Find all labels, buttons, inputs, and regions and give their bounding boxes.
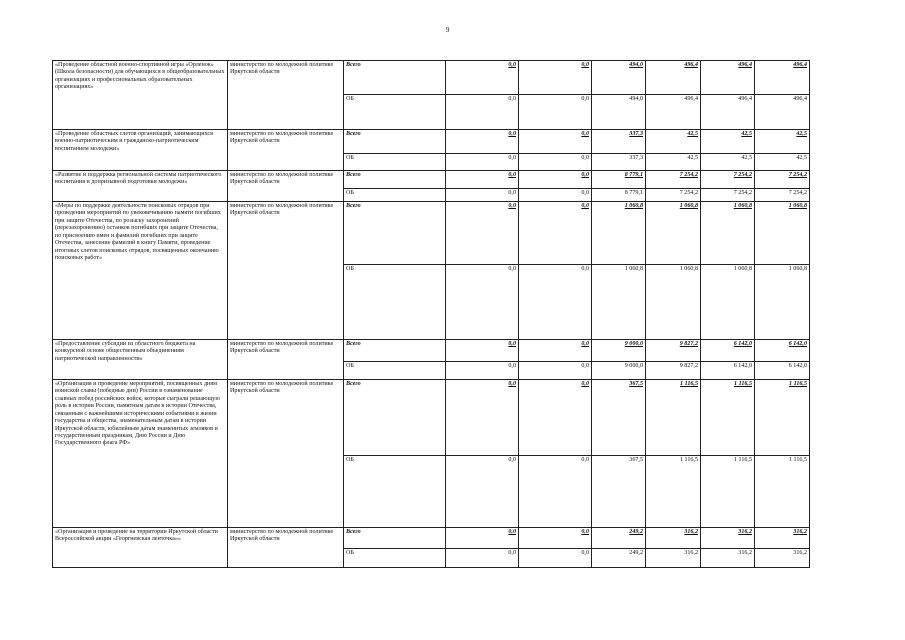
funding-source-ob-label: ОБ [344,549,446,568]
amount-total-value: 1 116,5 [680,381,698,387]
amount-total-value: 0,0 [581,172,589,178]
amount-total-value: 7 254,2 [733,172,752,178]
amount-total-value: 0,0 [581,62,589,68]
amount-ob-value: 496,4 [646,95,701,130]
funding-source-total-label: Всего [344,130,446,154]
responsible-ministry: министерство по молодежной политике Иркутской области [228,340,344,380]
amount-total-value: 0,0 [581,203,589,209]
amount-total-value: 337,3 [629,131,643,137]
amount-total-value: 494,0 [629,62,643,68]
amount-ob-value: 7 254,2 [646,189,701,202]
responsible-ministry: министерство по молодежной политике Иркутской области [228,380,344,528]
funding-source-ob-label: ОБ [344,189,446,202]
amount-total-cell [592,380,646,456]
amount-ob-value: 42,5 [646,154,701,171]
amount-total-value: 0,0 [581,341,589,347]
amount-total-cell [592,130,646,154]
amount-ob-value: 1 116,5 [755,456,810,528]
amount-total-value: 0,0 [581,381,589,387]
measure-row-total [53,130,810,154]
amount-total-value: 0,0 [508,62,516,68]
amount-total-value: 1 116,5 [734,381,752,387]
amount-total-cell [446,130,519,154]
amount-total-cell [755,61,810,95]
funding-source-ob-label: ОБ [344,265,446,340]
amount-ob-value: 0,0 [519,189,592,202]
amount-ob-value: 1 116,5 [701,456,755,528]
amount-ob-value: 316,2 [701,549,755,568]
amount-total-cell [701,380,755,456]
amount-total-cell [519,340,592,362]
amount-ob-value: 316,2 [646,549,701,568]
amount-total-value: 9 827,2 [679,341,698,347]
amount-total-cell [519,171,592,189]
funding-source-ob-label: ОБ [344,154,446,171]
amount-ob-value: 0,0 [519,362,592,380]
amount-total-value: 0,0 [508,529,516,535]
amount-total-cell [646,61,701,95]
measure-row-total [53,340,810,362]
amount-total-cell [646,130,701,154]
amount-total-value: 6 142,0 [788,341,807,347]
amount-total-cell [519,528,592,549]
measure-name: «Развитие и поддержка региональной системы патриотического воспитания и допризывной подготовки молодежи» [53,171,228,202]
amount-ob-value: 7 254,2 [755,189,810,202]
amount-ob-value: 496,4 [701,95,755,130]
amount-total-cell [755,171,810,189]
amount-ob-value: 316,2 [755,549,810,568]
amount-ob-value: 0,0 [446,265,519,340]
funding-source-ob-label: ОБ [344,456,446,528]
amount-total-cell [646,171,701,189]
amount-total-cell [646,202,701,265]
amount-total-value: 8 779,1 [624,172,643,178]
amount-total-cell [446,380,519,456]
measure-name: «Проведение областной военно-спортивной игры «Орленок» (Школа безопасности) для обучающихся в общеобразовательных организациях и профессиональных образовательных организациях» [53,61,228,130]
amount-ob-value: 1 060,8 [755,265,810,340]
amount-ob-value: 0,0 [446,456,519,528]
measure-row-total [53,528,810,549]
amount-total-value: 1 060,8 [624,203,643,209]
amount-total-cell [446,340,519,362]
amount-total-cell [755,528,810,549]
amount-total-cell [755,202,810,265]
page-number: 9 [446,26,450,34]
amount-total-value: 367,5 [629,381,643,387]
amount-ob-value: 7 254,2 [701,189,755,202]
amount-ob-value: 1 060,8 [592,265,646,340]
amount-ob-value: 42,5 [755,154,810,171]
amount-total-value: 0,0 [508,172,516,178]
funding-source-total-label: Всего [344,528,446,549]
responsible-ministry: министерство по молодежной политике Иркутской области [228,61,344,130]
amount-total-value: 316,2 [793,529,807,535]
amount-total-cell [701,130,755,154]
funding-source-total-label: Всего [344,171,446,189]
amount-total-cell [592,340,646,362]
amount-ob-value: 494,0 [592,95,646,130]
measure-row-total [53,171,810,189]
amount-total-value: 0,0 [508,341,516,347]
amount-total-cell [519,61,592,95]
amount-ob-value: 0,0 [446,95,519,130]
amount-total-cell [755,130,810,154]
measure-row-total [53,380,810,456]
amount-total-value: 0,0 [508,381,516,387]
amount-ob-value: 0,0 [519,265,592,340]
amount-ob-value: 337,3 [592,154,646,171]
amount-ob-value: 6 142,0 [701,362,755,380]
amount-total-cell [519,130,592,154]
measure-name: «Организация и проведение на территории Иркутской области Всероссийской акции «Георгиевская ленточка»» [53,528,228,568]
amount-total-cell [446,202,519,265]
amount-ob-value: 9 000,0 [592,362,646,380]
amount-total-value: 1 060,8 [788,203,807,209]
amount-total-value: 42,5 [796,131,807,137]
measure-name: «Организация и проведение мероприятий, посвященных дням воинской славы (победные дни) России в ознаменование славных побед российских войск, которые сыграли решающую роль в истории России, памятным датам в истории Отечества, связанным с важнейшими историческими событиями в жизни государства и общества, знаменательным датам в истории Иркутской области, юбилейным датам знаменитых земляков и государственным праздникам, Дню России и Дню Государственного флага РФ» [53,380,228,528]
amount-ob-value: 0,0 [446,154,519,171]
amount-total-value: 0,0 [581,529,589,535]
amount-ob-value: 8 779,1 [592,189,646,202]
amount-ob-value: 0,0 [519,95,592,130]
amount-total-cell [592,528,646,549]
amount-total-cell [592,171,646,189]
amount-total-cell [592,61,646,95]
amount-total-cell [519,380,592,456]
amount-total-value: 496,4 [738,62,752,68]
amount-total-cell [755,340,810,362]
amount-ob-value: 0,0 [446,189,519,202]
measure-name: «Предоставление субсидии из областного бюджета на конкурсной основе общественным объединениям патриотической направленности» [53,340,228,380]
amount-total-value: 1 060,8 [733,203,752,209]
funding-source-total-label: Всего [344,61,446,95]
amount-total-value: 316,2 [684,529,698,535]
measure-row-total [53,61,810,95]
amount-ob-value: 0,0 [519,549,592,568]
amount-total-value: 249,2 [629,529,643,535]
amount-total-cell [701,61,755,95]
amount-total-value: 42,5 [741,131,752,137]
amount-total-value: 1 060,8 [679,203,698,209]
amount-ob-value: 0,0 [519,154,592,171]
amount-total-cell [646,528,701,549]
amount-total-value: 42,5 [687,131,698,137]
amount-total-cell [701,528,755,549]
amount-total-value: 0,0 [508,203,516,209]
amount-ob-value: 1 060,8 [701,265,755,340]
responsible-ministry: министерство по молодежной политике Иркутской области [228,171,344,202]
amount-total-value: 7 254,2 [679,172,698,178]
responsible-ministry: министерство по молодежной политике Иркутской области [228,528,344,568]
amount-ob-value: 1 060,8 [646,265,701,340]
funding-source-total-label: Всего [344,340,446,362]
amount-total-cell [446,171,519,189]
amount-total-value: 0,0 [581,131,589,137]
responsible-ministry: министерство по молодежной политике Иркутской области [228,202,344,340]
amount-total-cell [592,202,646,265]
amount-ob-value: 0,0 [519,456,592,528]
amount-total-value: 496,4 [684,62,698,68]
amount-total-cell [446,61,519,95]
amount-total-cell [519,202,592,265]
amount-ob-value: 249,2 [592,549,646,568]
amount-ob-value: 496,4 [755,95,810,130]
amount-total-cell [701,340,755,362]
amount-total-cell [646,380,701,456]
amount-total-cell [701,202,755,265]
amount-total-cell [701,171,755,189]
amount-ob-value: 367,5 [592,456,646,528]
amount-ob-value: 6 142,0 [755,362,810,380]
amount-total-value: 496,4 [793,62,807,68]
amount-ob-value: 9 827,2 [646,362,701,380]
amount-total-value: 1 116,5 [789,381,807,387]
measure-name: «Проведение областных слетов организаций, занимающихся военно-патриотическим и гражданско-патриотическим воспитанием молодежи» [53,130,228,171]
amount-ob-value: 42,5 [701,154,755,171]
funding-source-ob-label: ОБ [344,95,446,130]
measure-name: «Меры по поддержке деятельности поисковых отрядов при проведении мероприятий по увековечиванию памяти погибших при защите Отечества, по розыску захоронений (перезахоронению) останков погибших при защите Отечества, по присвоению имен и фамилий погибших при защите Отечества, занесение фамилий в книгу Памяти, проведение итоговых слетов поисковых отрядов, посвященных окончанию поисковых работ» [53,202,228,340]
funding-source-total-label: Всего [344,202,446,265]
amount-total-value: 0,0 [508,131,516,137]
amount-total-cell [755,380,810,456]
funding-source-total-label: Всего [344,380,446,456]
program-measures-table [52,60,810,568]
amount-ob-value: 0,0 [446,549,519,568]
amount-total-cell [646,340,701,362]
amount-total-value: 9 000,0 [624,341,643,347]
responsible-ministry: министерство по молодежной политике Иркутской области [228,130,344,171]
measure-row-total [53,202,810,265]
amount-total-value: 316,2 [738,529,752,535]
amount-ob-value: 1 116,5 [646,456,701,528]
amount-total-value: 7 254,2 [788,172,807,178]
amount-ob-value: 0,0 [446,362,519,380]
amount-total-value: 6 142,0 [733,341,752,347]
amount-total-cell [446,528,519,549]
funding-source-ob-label: ОБ [344,362,446,380]
